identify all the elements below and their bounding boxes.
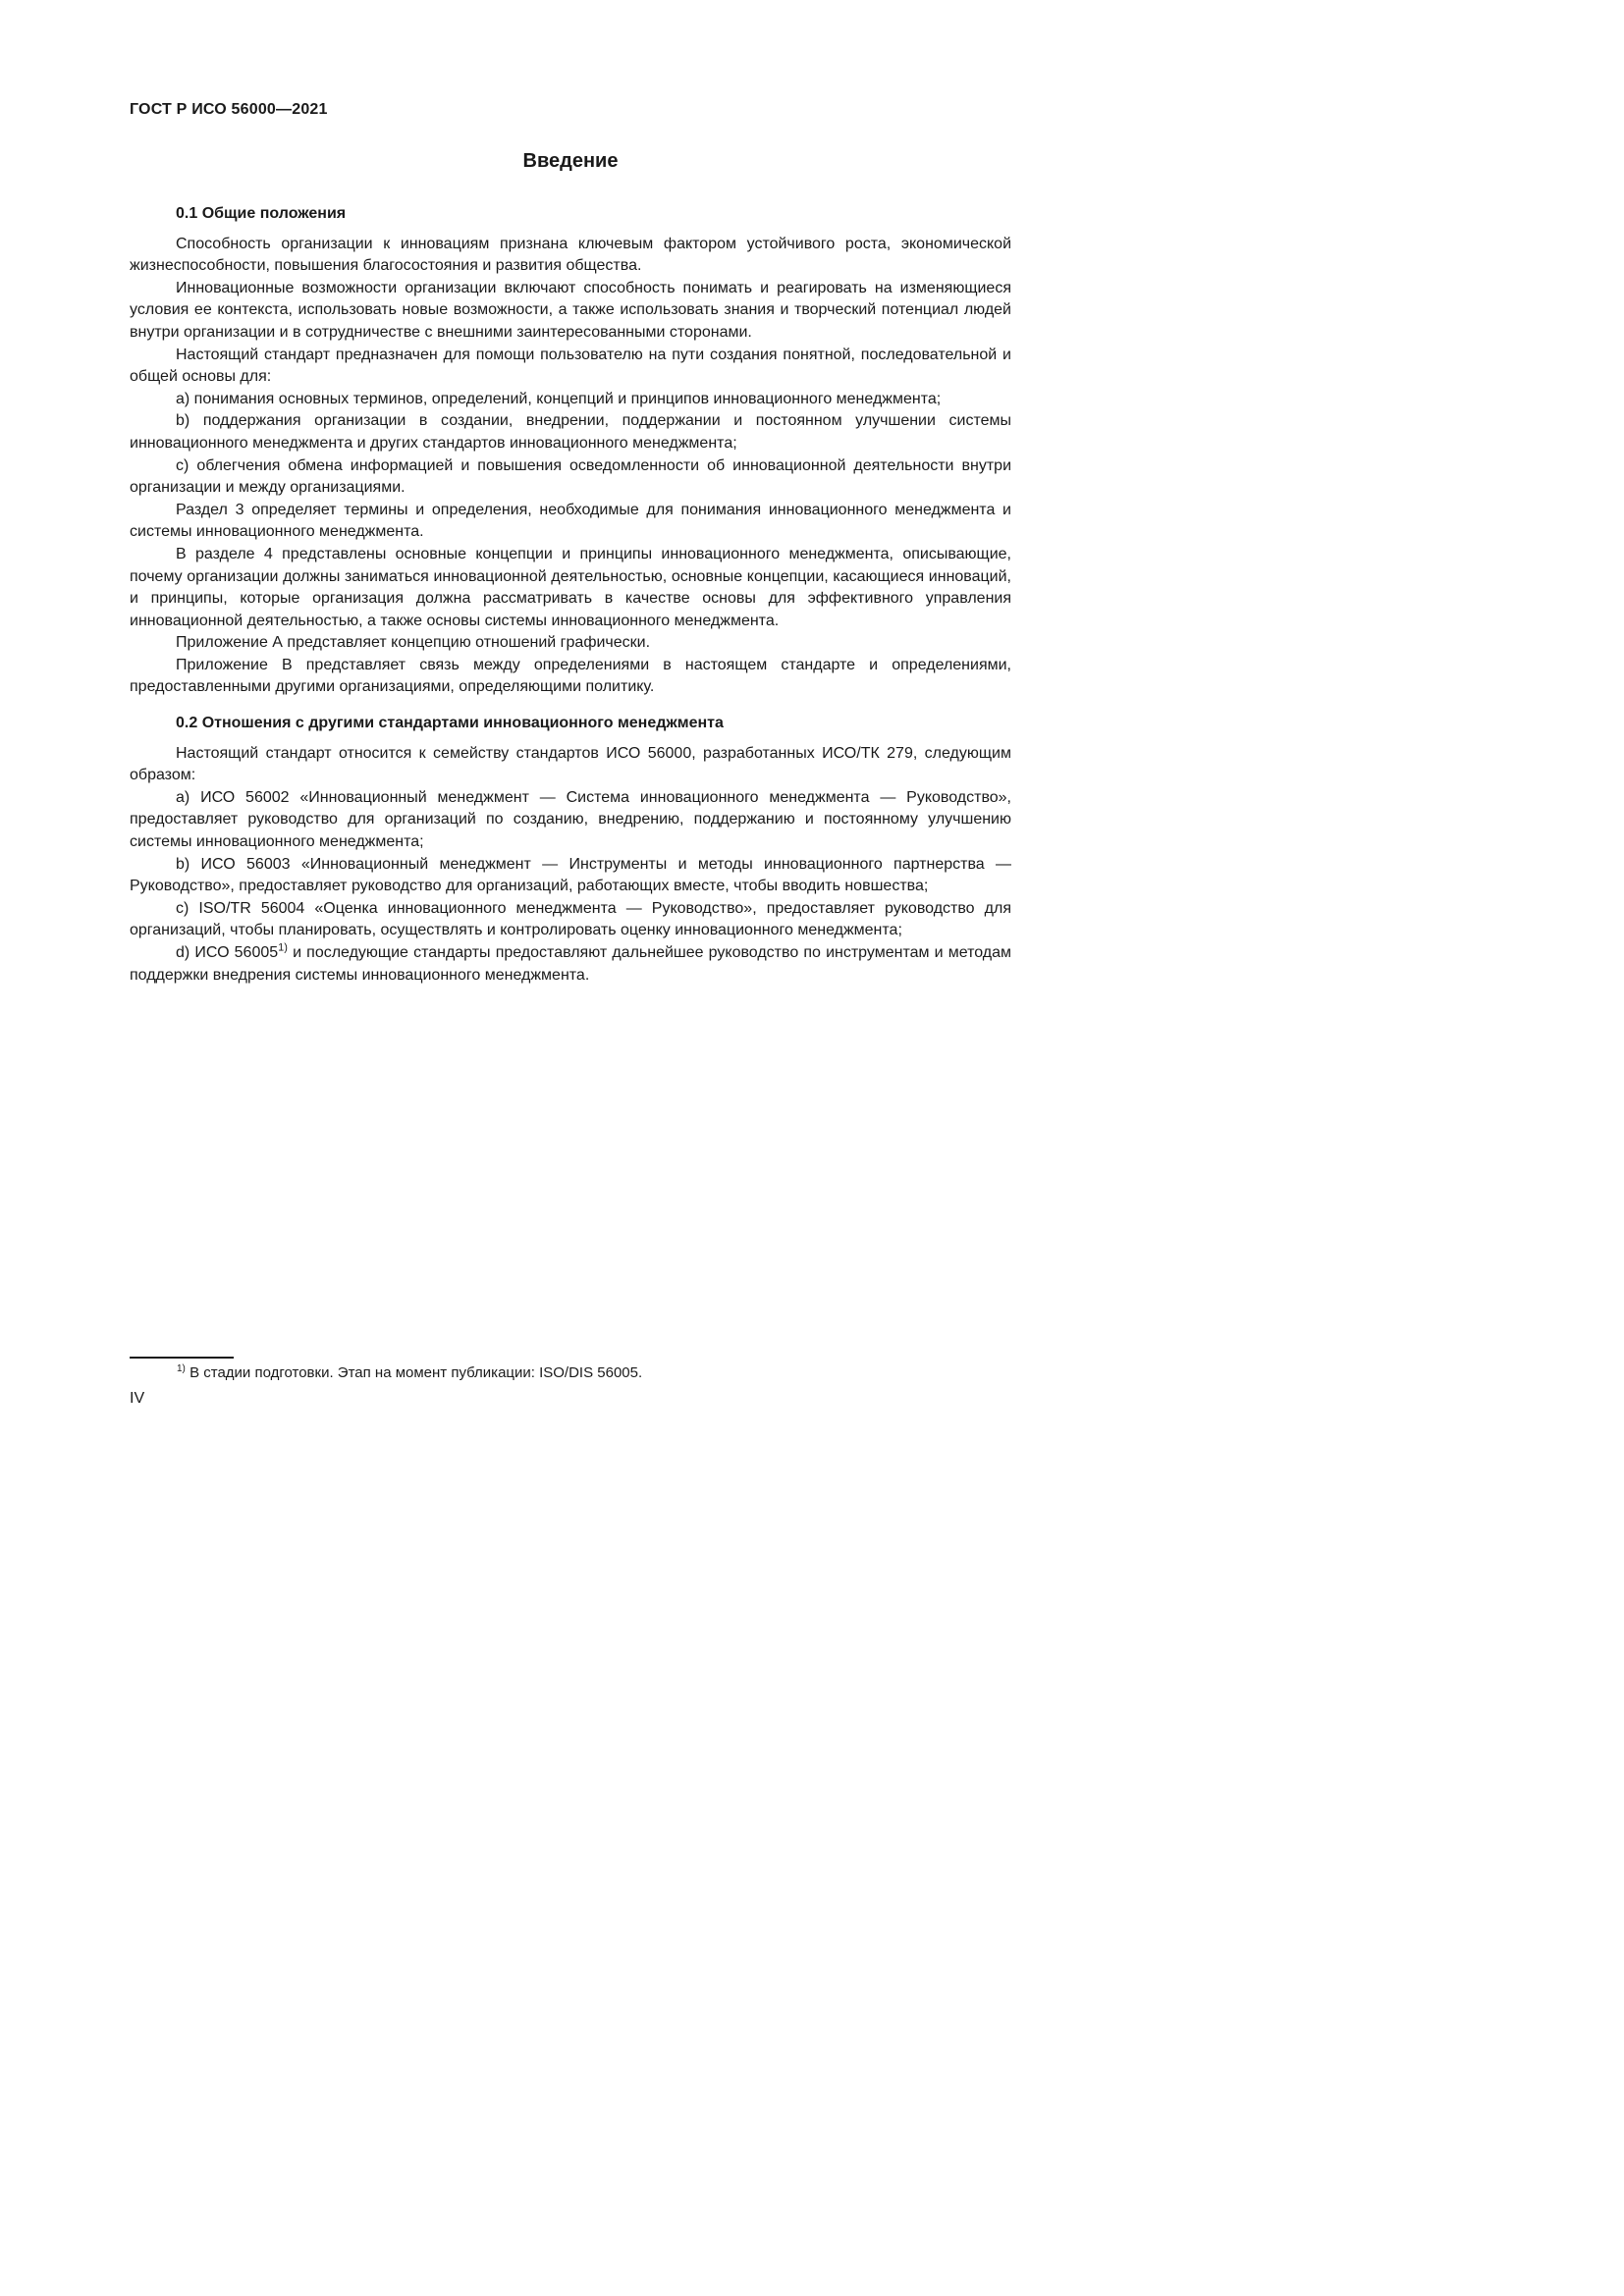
paragraph: Раздел 3 определяет термины и определения, необходимые для понимания инновационного менеджмента и системы инновационного менеджмента. (130, 501, 1011, 541)
list-item: b) ИСО 56003 «Инновационный менеджмент — Инструменты и методы инновационного партнерства — Руководство», предоставляет руководство для организаций, работающих вместе, чтобы вводить новшества; (130, 855, 1011, 895)
paragraph: В разделе 4 представлены основные концепции и принципы инновационного менеджмента, описывающие, почему организации должны заниматься инновационной деятельностью, основные концепции, касающиеся инноваций, и принципы, которые организация должна рассматривать в качестве основы для эффективного управления инновационной деятельностью, а также основы системы инновационного менеджмента. (130, 545, 1011, 629)
list-item (130, 942, 1011, 987)
footnote-reference[interactable]: 1) (278, 941, 288, 954)
footnote-marker: 1) (177, 1363, 186, 1374)
paragraph: Инновационные возможности организации включают способность понимать и реагировать на изменяющиеся условия ее контекста, использовать новые возможности, а также использовать знания и творческий потенциал людей внутри организации и в сотрудничестве с внешними заинтересованными сторонами. (130, 279, 1011, 341)
list-item-text: d) ИСО 56005 (176, 944, 279, 961)
document-body (130, 203, 1011, 987)
list-item: b) поддержания организации в создании, внедрении, поддержании и постоянном улучшении системы инновационного менеджмента и других стандартов инновационного менеджмента; (130, 412, 1011, 452)
footnote-text: В стадии подготовки. Этап на момент публикации: ISO/DIS 56005. (185, 1364, 643, 1381)
section-heading-general: 0.1 Общие положения (176, 205, 347, 222)
list-item: a) ИСО 56002 «Инновационный менеджмент — Система инновационного менеджмента — Руководство», предоставляет руководство для организаций по созданию, внедрению, поддержанию и постоянному улучшению системы инновационного менеджмента; (130, 788, 1011, 851)
footnote (177, 1363, 642, 1383)
page-number: IV (130, 1390, 145, 1407)
list-item: c) ISO/TR 56004 «Оценка инновационного менеджмента — Руководство», предоставляет руководство для организаций, чтобы планировать, осуществлять и контролировать оценку инновационного менеджмента; (130, 899, 1011, 939)
page-title: Введение (522, 150, 619, 172)
section-heading-relations: 0.2 Отношения с другими стандартами инновационного менеджмента (176, 715, 724, 732)
list-item: a) понимания основных терминов, определений, концепций и принципов инновационного менеджмента; (176, 390, 942, 407)
paragraph: Настоящий стандарт предназначен для помощи пользователю на пути создания понятной, последовательной и общей основы для: (130, 346, 1011, 386)
footnote-divider (130, 1357, 234, 1359)
document-page (0, 0, 1085, 1534)
list-item: c) облегчения обмена информацией и повышения осведомленности об инновационной деятельности внутри организации и между организациями. (130, 456, 1011, 497)
paragraph: Способность организации к инновациям признана ключевым фактором устойчивого роста, экономической жизнеспособности, повышения благосостояния и развития общества. (130, 235, 1011, 275)
list-item-text: и последующие стандарты предоставляют дальнейшее руководство по инструментам и методам поддержки внедрения системы инновационного менеджмента. (130, 944, 1012, 984)
paragraph: Приложение В представляет связь между определениями в настоящем стандарте и определениями, предоставленными другими организациями, определяющими политику. (130, 656, 1011, 696)
document-header: ГОСТ Р ИСО 56000—2021 (130, 101, 328, 118)
paragraph: Приложение А представляет концепцию отношений графически. (176, 634, 651, 652)
paragraph: Настоящий стандарт относится к семейству стандартов ИСО 56000, разработанных ИСО/ТК 279, следующим образом: (130, 744, 1011, 784)
